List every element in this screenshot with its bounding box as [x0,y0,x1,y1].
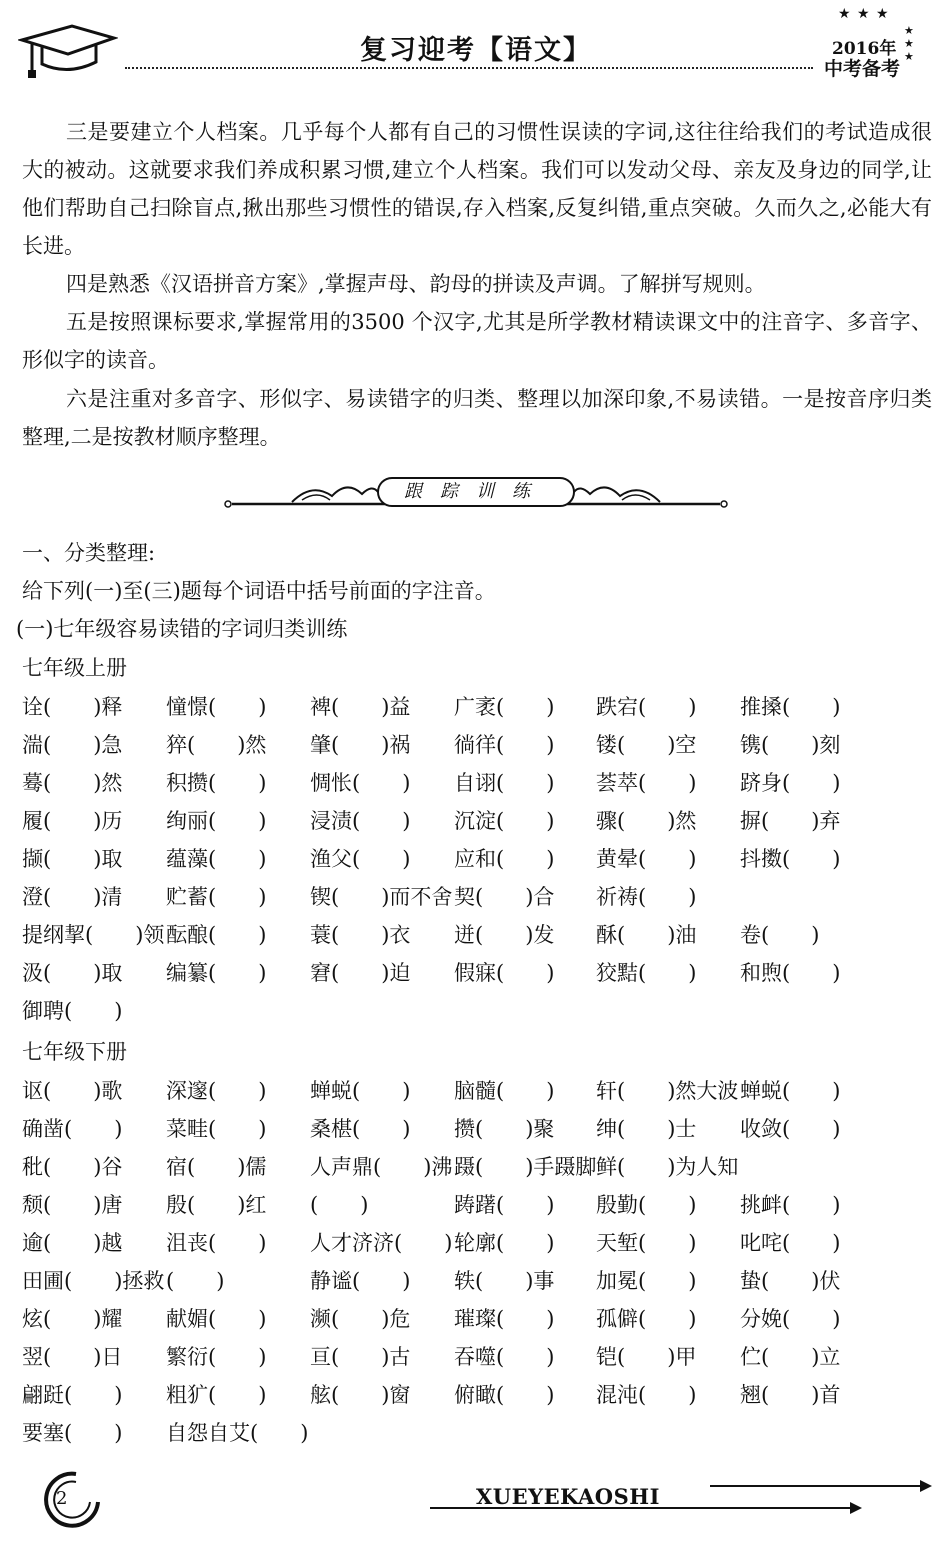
vocab-item: 骤( )然 [596,809,697,833]
vocab-item: 卷( ) [740,923,820,947]
vocab-item: 舷( )窗 [310,1383,411,1407]
vocab-item: 挑衅( ) [740,1193,841,1217]
vocab-item: 自怨自艾( ) [166,1421,309,1445]
vocab-item: 契( )合 [454,885,555,909]
vocab-item: 编纂( ) [166,961,267,985]
vocab-item: 撷( )取 [22,847,123,871]
vocab-item: 蕴藻( ) [166,847,267,871]
vocab-item: 殷勤( ) [596,1193,697,1217]
vocab-item: 跌宕( ) [596,695,697,719]
vocab-item: 翘( )首 [740,1383,841,1407]
small-stars-icon: ★ ★ ★ [904,24,914,63]
vocab-item: 孤僻( ) [596,1307,697,1331]
vocab-item: 酥( )油 [596,923,697,947]
vocab-item: 菜畦( ) [166,1117,267,1141]
exercise-row [22,1186,932,1224]
vocab-item: 宿( )儒 [166,1155,267,1179]
exercise-row [22,1262,932,1300]
vocab-item: 浸渍( ) [310,809,411,833]
vocab-item: 蓦( )然 [22,771,123,795]
vocab-item: 蹑( )手蹑脚 [454,1155,597,1179]
footer-brand: XUEYEKAOSHI [476,1484,660,1509]
vocab-item: 璀璨( ) [454,1307,555,1331]
vocab-item: 濒( )危 [310,1307,411,1331]
vocab-item: 抖擞( ) [740,847,841,871]
graduation-cap-icon [18,20,118,80]
vocab-item: 逾( )越 [22,1231,123,1255]
banner-title: 跟踪训练 [404,481,548,502]
vocab-item: 确凿( ) [22,1117,123,1141]
vocab-item: 粗犷( ) [166,1383,267,1407]
vocab-item: 提纲挈( )领 [22,923,165,947]
vocab-item: 伫( )立 [740,1345,841,1369]
instruction-text: 给下列(一)至(三)题每个词语中括号前面的字注音。 [22,579,496,603]
vocab-item: 炫( )耀 [22,1307,123,1331]
vocab-item: 要塞( ) [22,1421,123,1445]
vocab-item: 澄( )清 [22,885,123,909]
vocab-item: 献媚( ) [166,1307,267,1331]
paragraph-three: 三是要建立个人档案。几乎每个人都有自己的习惯性误读的字词,这往往给我们的考试造成很大的被动。这就要求我们养成积累习惯,建立个人档案。我们可以发动父母、亲友及身边的同学,让他们帮助自己扫除盲点,揪出那些习惯性的错误,存入档案,反复纠错,重点突破。久而久之,必能大有长进。 [22,120,932,258]
vocab-item: 应和( ) [454,847,555,871]
vocab-item: 人才济济( ) [310,1231,453,1255]
vocab-item: 蛰( )伏 [740,1269,841,1293]
vocab-item: 绚丽( ) [166,809,267,833]
badge-label: 中考备考 [824,58,901,80]
vocab-item: 轩( )然大波 [596,1079,739,1103]
exercise-row [22,1148,932,1186]
vocab-item: 分娩( ) [740,1307,841,1331]
vocab-item: 迸( )发 [454,923,555,947]
vocab-item: ( ) [310,1193,369,1217]
exercise-row [22,954,932,992]
paragraph-four: 四是熟悉《汉语拼音方案》,掌握声母、韵母的拼读及声调。了解拼写规则。 [66,272,766,296]
vocab-item: 徜徉( ) [454,733,555,757]
vocab-item: 和煦( ) [740,961,841,985]
vocab-item: 荟萃( ) [596,771,697,795]
vocab-item: 鲜( )为人知 [596,1155,739,1179]
exercise-row [22,1072,932,1110]
vocab-item: 假寐( ) [454,961,555,985]
vocab-item: 窘( )迫 [310,961,411,985]
exercise-row [22,840,932,878]
exercise-row [22,1300,932,1338]
vocab-item: 祈祷( ) [596,885,697,909]
badge-year: 2016年 [832,39,897,59]
vocab-item: 颓( )唐 [22,1193,123,1217]
vocab-item: 狡黠( ) [596,961,697,985]
vocab-item: 收敛( ) [740,1117,841,1141]
vocab-item: 憧憬( ) [166,695,267,719]
exercise-row [22,1414,932,1452]
vocab-item: 天堑( ) [596,1231,697,1255]
vocab-item: 轮廓( ) [454,1231,555,1255]
vocab-item: 轶( )事 [454,1269,555,1293]
vocab-item: 深邃( ) [166,1079,267,1103]
exercise-row [22,726,932,764]
vocab-item: 镌( )刻 [740,733,841,757]
paragraph-five: 五是按照课标要求,掌握常用的3500 个汉字,尤其是所学教材精读课文中的注音字、多音字、形似字的读音。 [22,310,932,372]
paragraph-six: 六是注重对多音字、形似字、易读错字的归类、整理以加深印象,不易读错。一是按音序归类整理,二是按教材顺序整理。 [22,387,932,449]
vocab-item: 混沌( ) [596,1383,697,1407]
vocab-item: 蓑( )衣 [310,923,411,947]
vocab-item: 湍( )急 [22,733,123,757]
volume-one-heading: 七年级上册 [22,656,127,680]
vocab-item: 贮蓄( ) [166,885,267,909]
vocab-item: 殷( )红 [166,1193,267,1217]
vocab-item: 绅( )士 [596,1117,697,1141]
vocab-item: 翩跹( ) [22,1383,123,1407]
vocab-item: 加冕( ) [596,1269,697,1293]
vocab-item: 渔父( ) [310,847,411,871]
exercise-row [22,916,932,954]
exercise-row [22,1338,932,1376]
vocab-item: 汲( )取 [22,961,123,985]
vocab-item: 履( )历 [22,809,123,833]
page-header [0,0,950,90]
vocab-item: 吞噬( ) [454,1345,555,1369]
header-title: 复习迎考【语文】 [360,35,592,66]
vocab-item: 繁衍( ) [166,1345,267,1369]
header-dotted-rule [125,67,813,69]
volume-two-heading: 七年级下册 [22,1040,127,1064]
vocab-item: 猝( )然 [166,733,267,757]
page-number: 2 [56,1488,68,1509]
vocab-item: 酝酿( ) [166,923,267,947]
exercise-row [22,1110,932,1148]
vocab-item: 自诩( ) [454,771,555,795]
stars-icon: ★ ★ ★ [838,6,890,22]
vocab-item: 讴( )歌 [22,1079,123,1103]
vocab-item: 俯瞰( ) [454,1383,555,1407]
vocab-item: 桑椹( ) [310,1117,411,1141]
exercise-row [22,992,932,1030]
exam-badge [818,6,940,81]
section-heading: 一、分类整理: [22,541,156,565]
vocab-item: 田圃( )拯救 [22,1269,165,1293]
subheading-text: (一)七年级容易读错的字词归类训练 [16,617,348,641]
vocab-item: 御聘( ) [22,999,123,1023]
exercise-row [22,802,932,840]
vocab-item: 叱咤( ) [740,1231,841,1255]
exercise-row [22,1376,932,1414]
vocab-item: 静谧( ) [310,1269,411,1293]
vocab-item: 裨( )益 [310,695,411,719]
vocab-item: 蝉蜕( ) [310,1079,411,1103]
exercise-row [22,878,932,916]
vocab-item: 沉淀( ) [454,809,555,833]
vocab-item: 广袤( ) [454,695,555,719]
vocab-item: 脑髓( ) [454,1079,555,1103]
vocab-item: 跻身( ) [740,771,841,795]
vocab-item: 锲( )而不舍 [310,885,453,909]
vocab-item: 踌躇( ) [454,1193,555,1217]
vocab-item: 蝉蜕( ) [740,1079,841,1103]
vocab-item: 秕( )谷 [22,1155,123,1179]
vocab-item: 黄晕( ) [596,847,697,871]
page-number-swirl-icon [36,1468,106,1528]
exercise-row [22,764,932,802]
vocab-item: 翌( )日 [22,1345,123,1369]
vocab-item: 铠( )甲 [596,1345,697,1369]
vocab-item: 人声鼎( )沸 [310,1155,453,1179]
exercise-row [22,688,932,726]
vocab-item: 亘( )古 [310,1345,411,1369]
vocab-item: 镂( )空 [596,733,697,757]
vocab-item: 肇( )祸 [310,733,411,757]
vocab-item: 攒( )聚 [454,1117,555,1141]
vocab-item: 沮丧( ) [166,1231,267,1255]
vocab-item: ( ) [166,1269,225,1293]
vocab-item: 惆怅( ) [310,771,411,795]
vocab-item: 摒( )弃 [740,809,841,833]
vocab-item: 诠( )释 [22,695,123,719]
vocab-item: 积攒( ) [166,771,267,795]
exercise-row [22,1224,932,1262]
vocab-item: 推搡( ) [740,695,841,719]
